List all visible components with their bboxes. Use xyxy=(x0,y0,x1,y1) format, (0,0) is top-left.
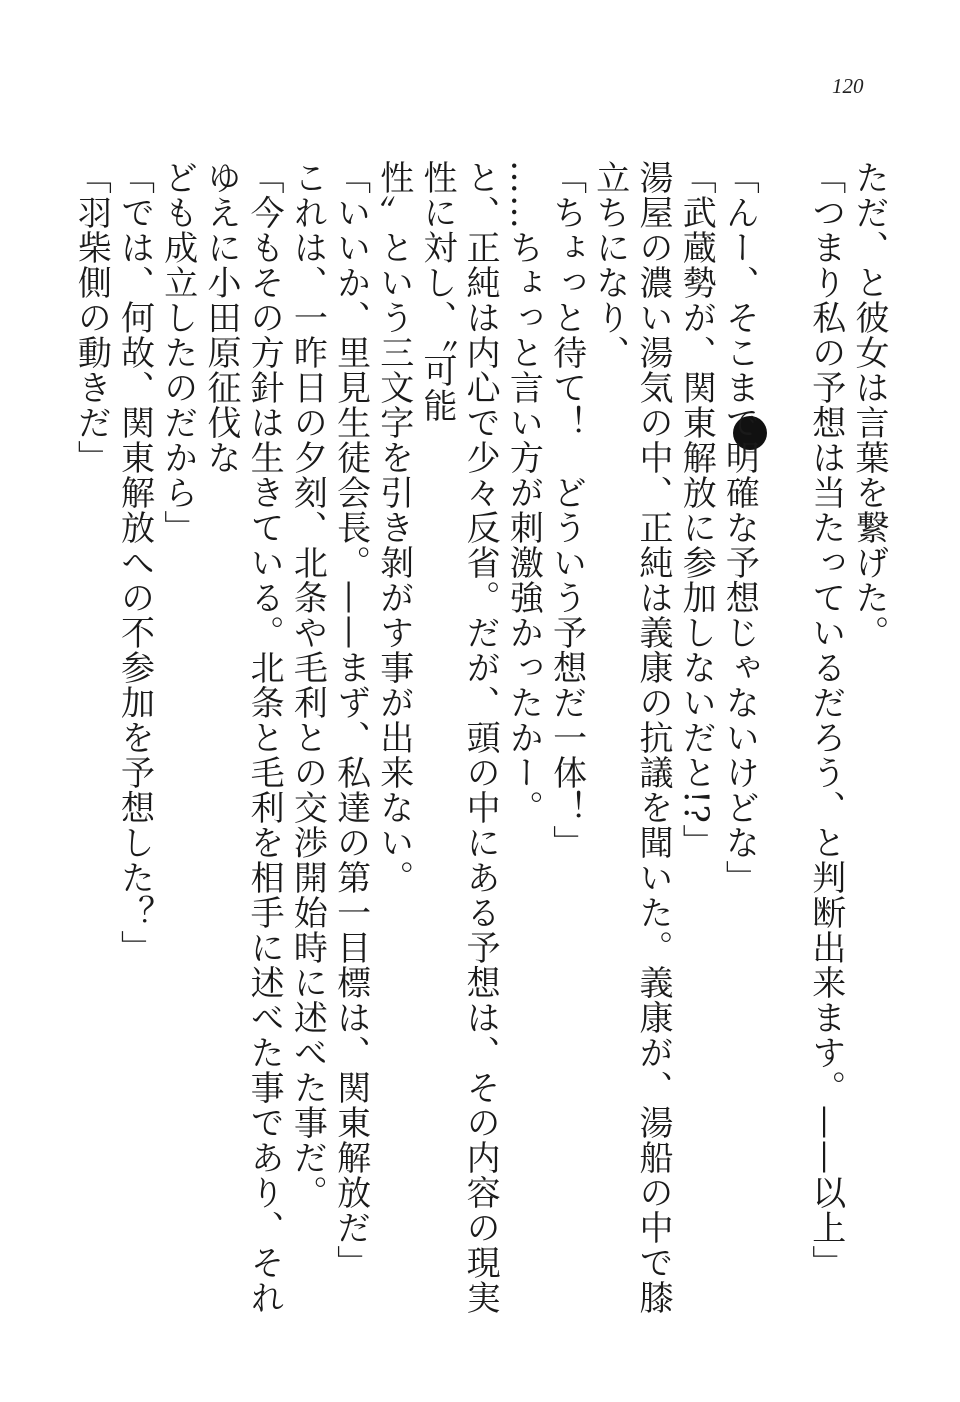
paragraph: 「羽柴側の動きだ」 xyxy=(71,160,112,475)
paragraph: 「ちょっと待て！ どういう予想だ一体！」 xyxy=(546,160,587,860)
paragraph: 「武蔵勢が、関東解放に参加しないだと!?」 xyxy=(676,160,717,859)
paragraph: 「今もその方針は生きている。北条と毛利を相手に述べた事であり、それゆえに小田原征伐な xyxy=(200,160,285,1315)
paragraph: と、正純は内心で少々反省。だが、頭の中にある予想は、その内容の現実性に対し、〝可能 xyxy=(416,160,501,1315)
page-number: 120 xyxy=(832,74,864,98)
paragraph: ども成立したのだから」 xyxy=(157,160,198,545)
paragraph: 「つまり私の予想は当たっているだろう、と判断出来ます。——以上」 xyxy=(805,160,846,1280)
paragraph: 湯屋の濃い湯気の中、正純は義康の抗議を聞いた。義康が、湯船の中で膝立ちになり、 xyxy=(589,160,673,1315)
paragraph xyxy=(760,160,803,1320)
paragraph: ただ、と彼女は言葉を繋げた。 xyxy=(849,160,889,650)
paragraph: 「いいか、里見生徒会長。——まず、私達の第一目標は、関東解放だ」 xyxy=(330,160,371,1280)
vertical-text-body xyxy=(70,160,890,1320)
paragraph: 「では、何故、関東解放への不参加を予想した？」 xyxy=(114,160,155,965)
paragraph: これは、一昨日の夕刻、北条や毛利との交渉開始時に述べた事だ。 xyxy=(287,160,328,1210)
paragraph: 性〟という三文字を引き剝がす事が出来ない。 xyxy=(373,160,414,895)
paragraph: 「んー、そこまで明確な予想じゃないけどな」 xyxy=(719,160,760,895)
paragraph: ……ちょっと言い方が刺激強かったかー。 xyxy=(503,160,544,825)
